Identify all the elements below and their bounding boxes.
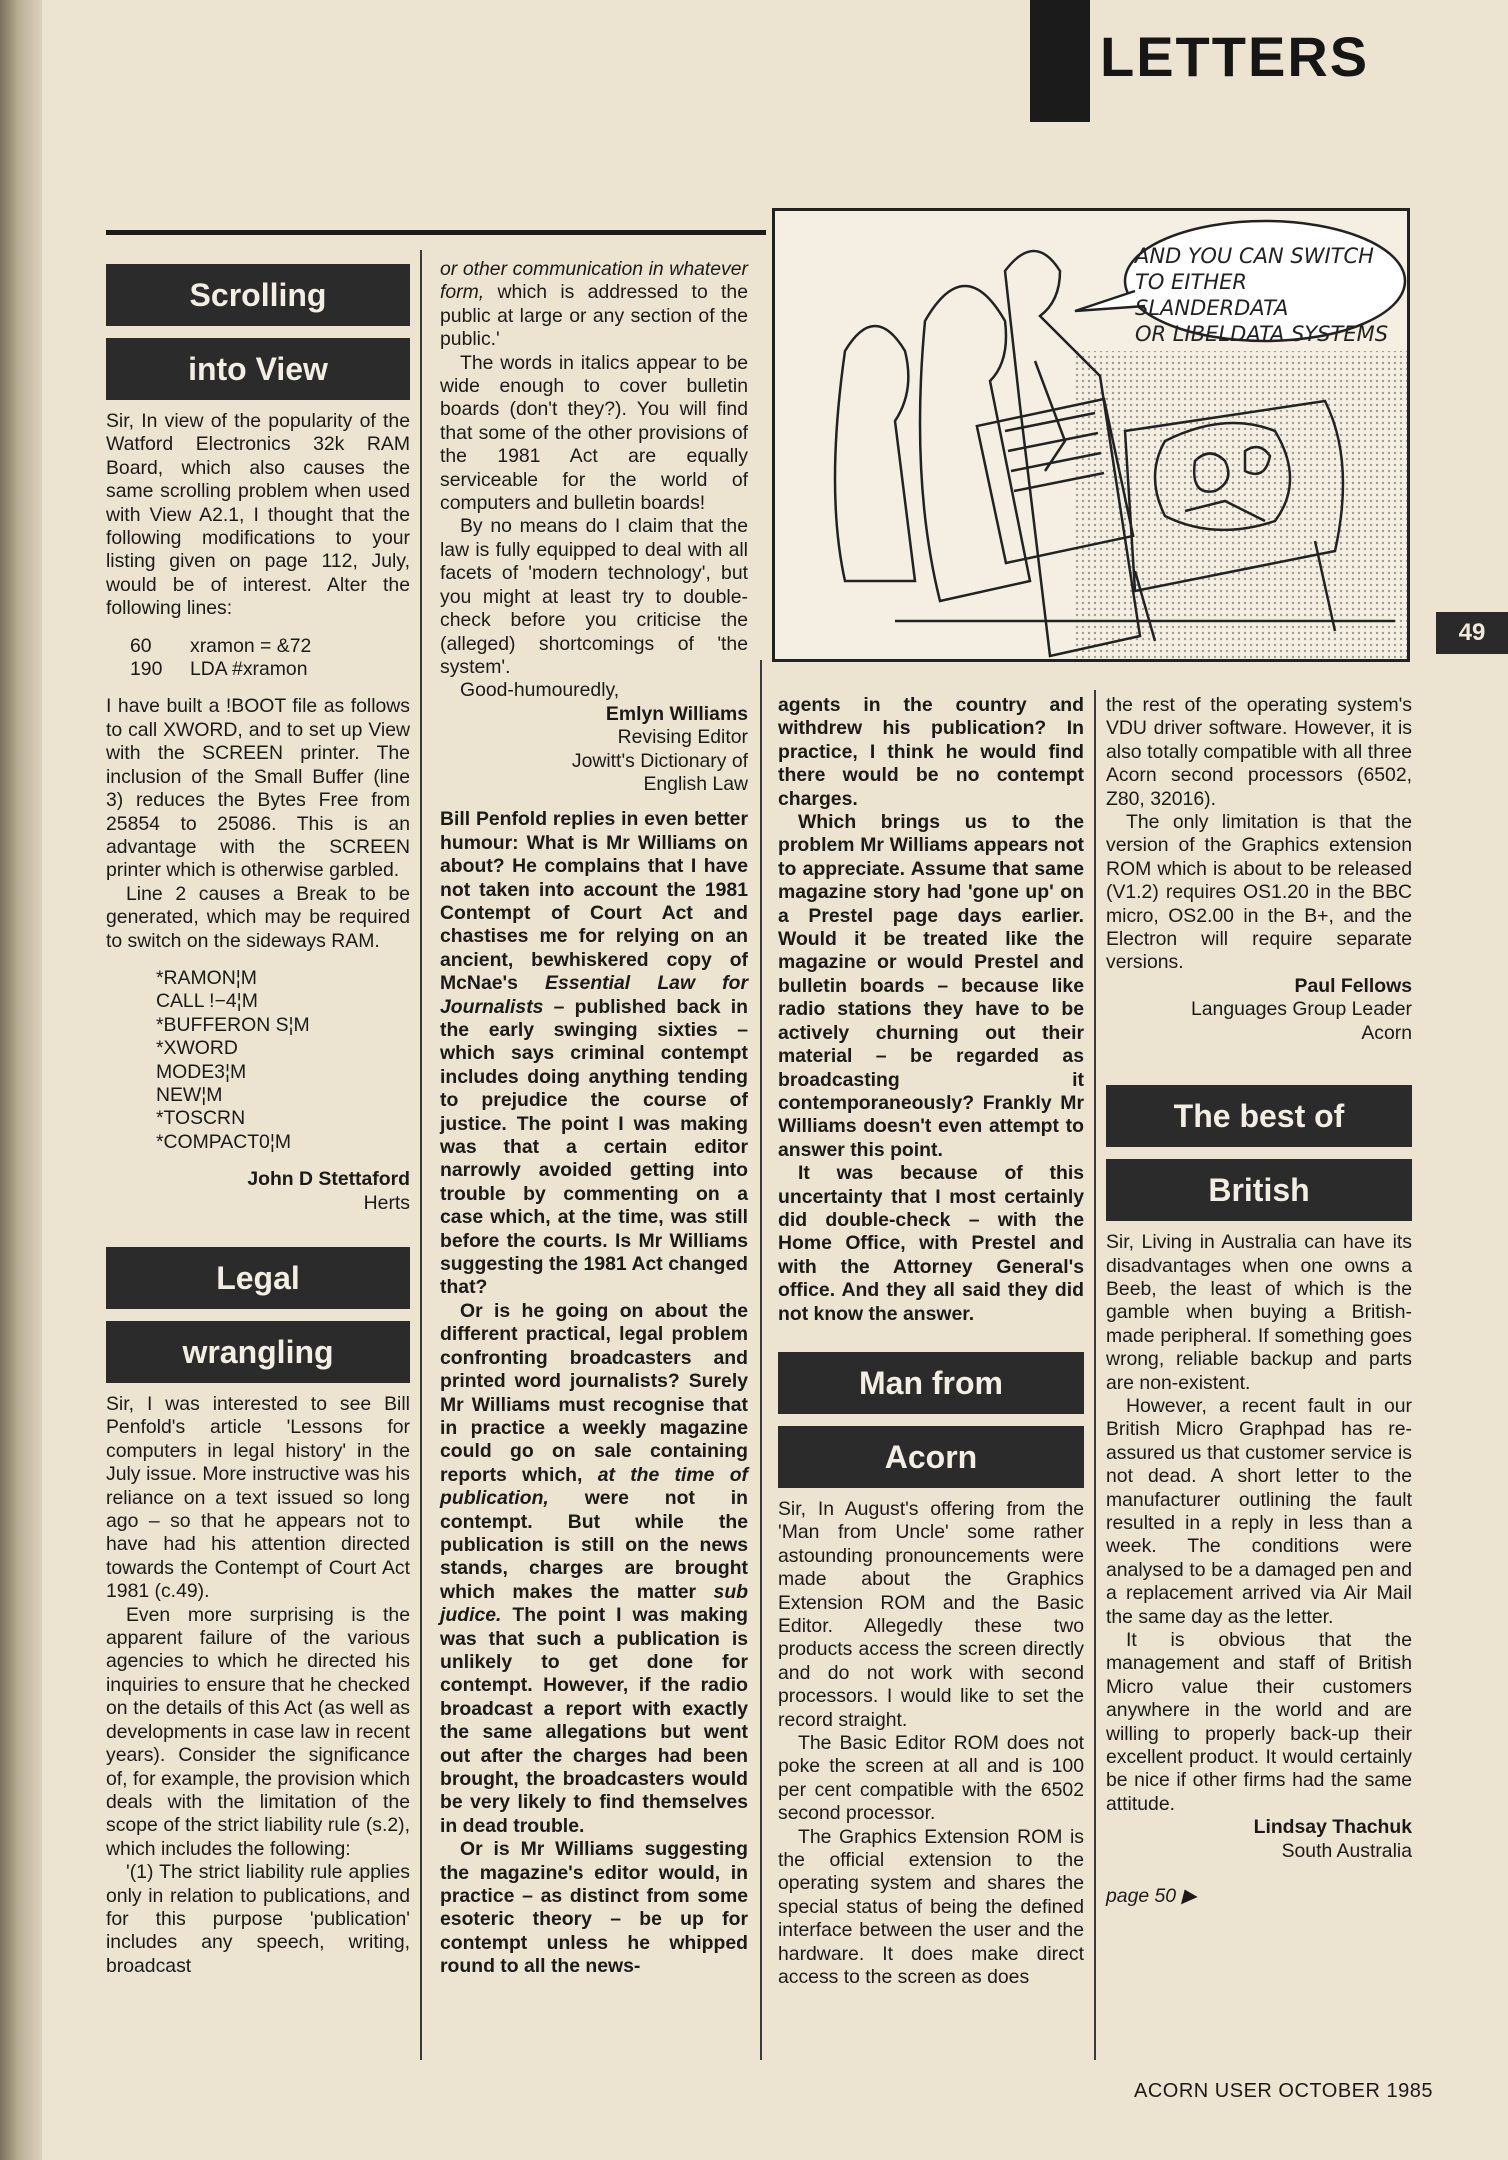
signature — [1106, 1816, 1412, 1863]
code-line: 190 LDA #xramon — [130, 658, 308, 681]
signature-line: Jowitt's Dictionary of — [571, 749, 748, 772]
legal-para-3-cont: or other communication in whatever form, which is addressed to the public at large or any section of the public.' — [440, 258, 748, 351]
legal-para-4: The words in italics appear to be wide enough to cover bulletin boards (don't they?). You will find that some of the other provisions of the 1981 Act are equally serviceable for the world of computers and bulletin boards! — [440, 351, 748, 515]
screen-tone — [1075, 351, 1407, 659]
command-line: *RAMON¦M — [156, 966, 257, 989]
signature — [1106, 975, 1412, 1045]
column-divider — [1094, 690, 1096, 2060]
person-middle — [920, 286, 1030, 601]
british-para-3: It is obvious that the management and staff of British Micro value their customers anywhere in the world and are willing to properly back-up their excellent product. It would certainly be nice if other firms had the same attitude. — [1106, 1629, 1412, 1815]
signature-name: Lindsay Thachuk — [1253, 1816, 1412, 1839]
headline-scrolling-2: into View — [106, 338, 410, 400]
command-line: CALL !−4¦M — [156, 990, 258, 1013]
top-rule — [106, 230, 766, 235]
headline-legal-2: wrangling — [106, 1321, 410, 1383]
signature-name: John D Stettaford — [247, 1168, 410, 1191]
signature-place: Herts — [363, 1191, 410, 1214]
column-divider — [420, 250, 422, 2060]
command-line: *BUFFERON S¦M — [156, 1013, 310, 1036]
continued-link[interactable]: page 50 ▶ — [1106, 1885, 1197, 1908]
column-4 — [1106, 694, 1412, 1908]
column-1 — [106, 264, 410, 1978]
reply-para-3-cont: agents in the country and withdrew his publication? In practice, I think he would find there would be no contempt charges. — [778, 694, 1084, 810]
column-2 — [440, 258, 748, 1979]
reply-para-5: It was because of this uncertainty that I most certainly did double-check – with the Home Office, with Prestel and with the Attorney General's office. And they all said they did not know the answer. — [778, 1162, 1084, 1325]
acorn-para-1: Sir, In August's offering from the 'Man from Uncle' some rather astounding pronouncements were made about the Graphics Extension ROM and the Basic Editor. Allegedly these two products access the screen directly and do not work with second processors. I would like to set the record straight. — [778, 1497, 1084, 1731]
scrolling-para-1: Sir, In view of the popularity of the Watford Electronics 32k RAM Board, which also causes the same scrolling problem when used with View A2.1, I thought that the following modifications to your listing given on page 112, July, would be of interest. Alter the following lines: — [106, 410, 410, 620]
british-para-1: Sir, Living in Australia can have its disadvantages when one owns a Beeb, the least of which is the gamble when buying a British-made peripheral. If something goes wrong, reliable backup and parts are non-existent. — [1106, 1231, 1412, 1394]
person-left — [835, 326, 915, 581]
speech-text: AND YOU CAN SWITCH TO EITHER SLANDERDATA OR LIBELDATA SYSTEMS — [1135, 244, 1389, 346]
acorn-para-3-cont: the rest of the operating system's VDU driver software. However, it is also totally compatible with all three Acorn second processors (6502, Z80, 32016). — [1106, 694, 1412, 810]
legal-para-2: Even more surprising is the apparent failure of the various agencies to which he directed his inquiries to ensure that he checked on the details of this Act (as well as developments in case law in recent years). Consider the significance of, for example, the provision which deals with the limitation of the scope of the strict liability rule (s.2), which includes the following: — [106, 1603, 410, 1860]
page-number: 49 — [1436, 612, 1508, 654]
command-line: NEW¦M — [156, 1083, 223, 1106]
signature-line: Acorn — [1361, 1021, 1412, 1044]
signature-line: English Law — [643, 772, 748, 795]
acorn-para-4: The only limitation is that the version of the Graphics extension ROM which is about to be released (V1.2) requires OS1.20 in the BBC micro, OS2.00 in the B+, and the Electron will require separate versions. — [1106, 811, 1412, 974]
code-line: 60 xramon = &72 — [130, 634, 312, 657]
signature — [106, 1168, 410, 1215]
headline-scrolling-1: Scrolling — [106, 264, 410, 326]
code-listing — [130, 635, 410, 682]
signature-name: Paul Fellows — [1294, 974, 1412, 997]
command-line: *COMPACT0¦M — [156, 1130, 292, 1153]
headline-legal-1: Legal — [106, 1247, 410, 1309]
salesman-arm — [1035, 361, 1065, 471]
scrolling-para-3: Line 2 causes a Break to be generated, which may be required to switch on the sideways RAM. — [106, 882, 410, 952]
signature — [440, 703, 748, 797]
command-line: *TOSCRN — [156, 1107, 246, 1130]
command-line: *XWORD — [156, 1037, 238, 1060]
reply-para-1: Bill Penfold replies in even better humour: What is Mr Williams on about? He complains that I have not taken into account the 1981 Contempt of Court Act and chastises me for relying on an ancient, bewhiskered copy of McNae's Essential Law for Journalists – published back in the early swinging sixties – which says criminal contempt includes doing anything tending to prejudice the course of justice. The point I was making was that a certain editor narrowly avoided getting into trouble by commenting on a case which, at the time, was still before the courts. Is Mr Williams suggesting the 1981 Act changed that? — [440, 808, 749, 1299]
signature-name: Emlyn Williams — [605, 702, 748, 725]
british-para-2: However, a recent fault in our British Micro Graphpad has re-assured us that customer service is not dead. A short letter to the manufacturer outlining the fault resulted in a reply in less than a week. The conditions were analysed to be a damaged pen and a replacement arrived via Air Mail the same day as the letter. — [1106, 1394, 1412, 1628]
signature-place: South Australia — [1281, 1839, 1412, 1862]
headline-british-2: British — [1106, 1159, 1412, 1221]
cartoon-illustration — [772, 208, 1410, 662]
column-3 — [778, 694, 1084, 1990]
reply-para-2: Or is he going on about the different practical, legal problem confronting broadcasters and printed word journalists? Surely Mr Williams must recognise that in practice a weekly magazine could go on sale containing reports which, at the time of publication, were not in contempt. But while the publication is still on the news stands, charges are brought which makes the matter sub judice. The point I was making was that such a publication is unlikely to get done for contempt. However, if the radio broadcast a report with exactly the same allegations but went out after the charges had been brought, the broadcasters would be very likely to find themselves in dead trouble. — [440, 1299, 749, 1837]
command-line: MODE3¦M — [156, 1060, 247, 1083]
legal-para-1: Sir, I was interested to see Bill Penfold's article 'Lessons for computers in legal history' in the July issue. More instructive was his reliance on a text issued so long ago – so that he appears not to have had his attention directed towards the Contempt of Court Act 1981 (c.49). — [106, 1393, 410, 1603]
legal-closing: Good-humouredly, — [460, 679, 620, 702]
headline-acorn-2: Acorn — [778, 1426, 1084, 1488]
footer-magazine: ACORN USER OCTOBER 1985 — [1134, 2080, 1433, 2102]
scrolling-para-2: I have built a !BOOT file as follows to call XWORD, and to set up View with the SCREEN printer. The inclusion of the Small Buffer (line 3) reduces the Bytes Free from 25854 to 25086. This is an advantage with the SCREEN printer which is otherwise garbled. — [106, 695, 410, 882]
header-black-bar — [1030, 0, 1090, 122]
legal-para-5: By no means do I claim that the law is fully equipped to deal with all facets of 'modern technology', but you might at least try to double-check before you criticise the (alleged) shortcomings of 'the system'. — [440, 515, 748, 678]
acorn-para-3: The Graphics Extension ROM is the official extension to the operating system and shares the special status of being the defined interface between the user and the hardware. It does make direct access to the screen as does — [778, 1825, 1084, 1989]
reply-para-4: Which brings us to the problem Mr Williams appears not to appreciate. Assume that same magazine story had 'gone up' on a Prestel page days earlier. Would it be treated like the magazine or would Prestel and bulletin boards – because like radio stations they have to be actively churning out their material – be regarded as broadcasting it contemporaneously? Frankly Mr Williams doesn't even attempt to answer this point. — [778, 811, 1084, 1161]
section-title: LETTERS — [1100, 25, 1370, 88]
reply-para-3: Or is Mr Williams suggesting the magazine's editor would, in practice – as distinct from some esoteric theory – be up for contempt unless he whipped round to all the news- — [440, 1838, 748, 1978]
boot-commands — [156, 967, 410, 1154]
column-divider — [760, 660, 762, 2060]
acorn-para-2: The Basic Editor ROM does not poke the screen at all and is 100 per cent compatible with the 6502 second processor. — [778, 1732, 1084, 1825]
headline-british-1: The best of — [1106, 1085, 1412, 1147]
page-gutter — [0, 0, 42, 2160]
headline-acorn-1: Man from — [778, 1352, 1084, 1414]
signature-line: Revising Editor — [617, 726, 748, 749]
signature-line: Languages Group Leader — [1190, 998, 1412, 1021]
legal-para-3: '(1) The strict liability rule applies only in relation to publications, and for this purpose 'publication' includes any speech, writing, broadcast — [106, 1861, 410, 1977]
